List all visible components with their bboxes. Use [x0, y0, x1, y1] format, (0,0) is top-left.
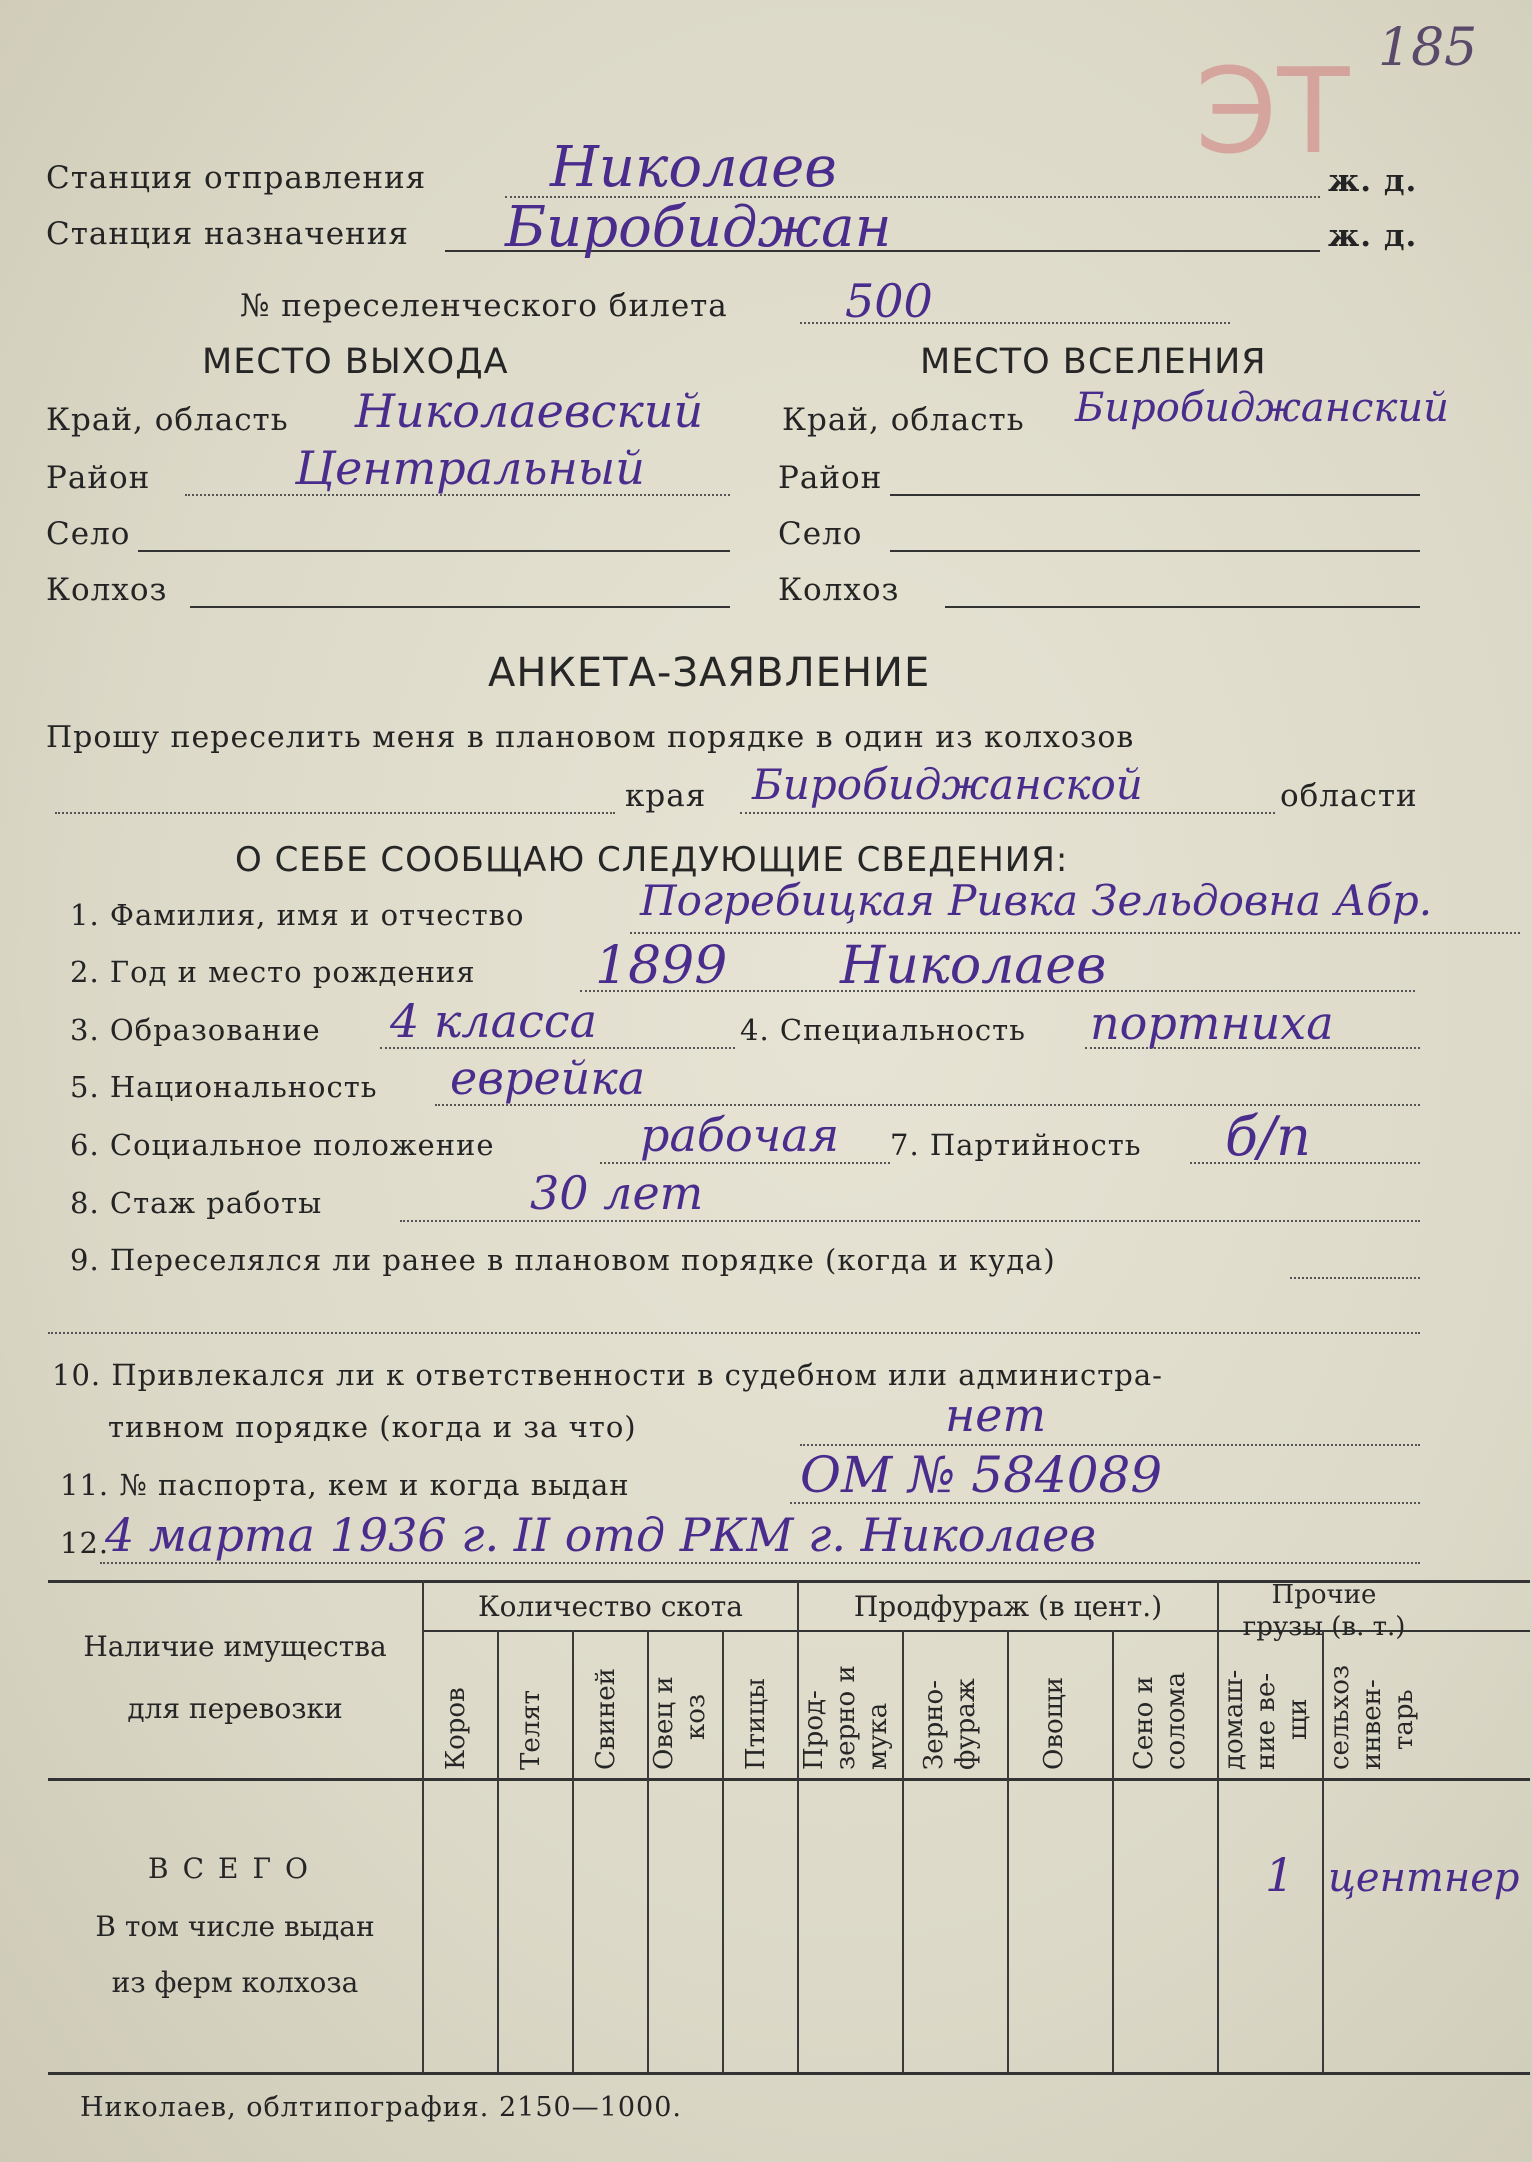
page-number: 185	[1378, 18, 1478, 78]
departure-label: Станция отправления	[46, 160, 427, 196]
col-divider	[1217, 1580, 1219, 2072]
farm-inventory-value: центнер	[1328, 1855, 1520, 1901]
info-title: О СЕБЕ СООБЩАЮ СЛЕДУЮЩИЕ СВЕДЕНИЯ:	[235, 840, 1069, 880]
request-region-value: Биробиджанской	[752, 760, 1143, 809]
kolkhoz-line-left	[190, 606, 730, 608]
region-value-right: Биробиджанский	[1075, 385, 1449, 431]
field-10-label-a: 10. Привлекался ли к ответственности в судебном или администра-	[52, 1358, 1163, 1392]
destination-label: Станция назначения	[46, 216, 409, 252]
field-3-label: 3. Образование	[70, 1013, 321, 1047]
red-stamp-mark: ЭТ	[1195, 42, 1350, 180]
field-2-year: 1899	[595, 936, 728, 996]
included-line-2: из ферм колхоза	[111, 1966, 359, 1999]
district-label-right: Район	[778, 460, 883, 496]
field-5-value: еврейка	[450, 1051, 646, 1105]
col-birds: Птицы	[741, 1678, 771, 1770]
request-line-1: Прошу переселить меня в плановом порядке в один из колхозов	[46, 720, 1135, 755]
col-divider	[722, 1630, 724, 2072]
col-sheep-line-1: Овец и	[649, 1676, 679, 1770]
col-farm-line-1: сельхоз	[1325, 1664, 1355, 1770]
district-line-right	[890, 494, 1420, 496]
home-goods-value: 1	[1265, 1848, 1295, 1902]
ticket-label: № переселенческого билета	[240, 288, 728, 324]
field-4-value: портниха	[1090, 996, 1334, 1050]
col-divider	[497, 1630, 499, 2072]
settle-title: МЕСТО ВСЕЛЕНИЯ	[920, 342, 1267, 382]
field-8-line	[400, 1220, 1420, 1222]
exit-title: МЕСТО ВЫХОДА	[202, 342, 509, 382]
district-value-left: Центральный	[295, 441, 645, 495]
rail-suffix-2: ж. д.	[1328, 218, 1418, 254]
village-label-left: Село	[46, 516, 131, 552]
col-divider	[1112, 1630, 1114, 2072]
col-vegetables: Овощи	[1039, 1676, 1069, 1770]
kolkhoz-line-right	[945, 606, 1420, 608]
footer-imprint: Николаев, облтипография. 2150—1000.	[80, 2092, 682, 2123]
col-farm-line-3: тарь	[1389, 1689, 1419, 1750]
kolkhoz-label-left: Колхоз	[46, 572, 168, 608]
field-12-label: 12.	[60, 1526, 110, 1560]
field-7-label: 7. Партийность	[890, 1128, 1142, 1162]
field-4-label: 4. Специальность	[740, 1013, 1026, 1047]
col-home-line-2: ние ве-	[1251, 1672, 1281, 1770]
col-divider	[797, 1580, 799, 2072]
field-3-value: 4 класса	[390, 994, 598, 1048]
col-hay-line-1: Сено и	[1129, 1676, 1159, 1770]
group-livestock: Количество скота	[478, 1590, 743, 1623]
form-title: АНКЕТА-ЗАЯВЛЕНИЕ	[488, 650, 931, 696]
group-fodder: Продфураж (в цент.)	[853, 1590, 1163, 1623]
field-12-value: 4 марта 1936 г. II отд РКМ г. Николаев	[105, 1508, 1097, 1562]
col-pigs: Свиней	[591, 1668, 621, 1770]
request-blank-line	[55, 812, 615, 814]
destination-value: Биробиджан	[505, 195, 892, 260]
group-other-line-1: Прочие	[1271, 1580, 1377, 1610]
col-hay-line-2: солома	[1161, 1671, 1191, 1770]
col-sheep-line-2: коз	[681, 1693, 711, 1740]
col-forage-line-1: Зерно-	[919, 1680, 949, 1770]
field-5-label: 5. Национальность	[70, 1070, 378, 1104]
request-kraya: края	[625, 778, 707, 814]
field-9-line-a	[1290, 1277, 1420, 1279]
field-10-label-b: тивном порядке (когда и за что)	[108, 1410, 637, 1444]
rail-suffix-1: ж. д.	[1328, 163, 1418, 199]
region-label-right: Край, область	[782, 402, 1025, 438]
total-label: ВСЕГО	[148, 1852, 322, 1885]
col-grain-line-3: мука	[863, 1702, 893, 1770]
field-6-label: 6. Социальное положение	[70, 1128, 495, 1162]
col-calves: Телят	[516, 1689, 546, 1770]
field-1-value: Погребицкая Ривка Зельдовна Абр.	[640, 876, 1433, 925]
col-grain-line-2: зерно и	[831, 1665, 861, 1770]
field-9-label: 9. Переселялся ли ранее в плановом порядке (когда и куда)	[70, 1243, 1056, 1277]
col-home-line-3: щи	[1283, 1698, 1313, 1740]
included-line-1: В том числе выдан	[95, 1910, 375, 1943]
field-6-line	[600, 1162, 890, 1164]
col-farm-line-2: инвен-	[1357, 1679, 1387, 1770]
col-cows: Коров	[441, 1687, 471, 1770]
ticket-value: 500	[845, 274, 933, 328]
field-1-line	[630, 932, 1520, 934]
district-label-left: Район	[46, 460, 151, 496]
village-line-left	[138, 550, 730, 552]
village-label-right: Село	[778, 516, 863, 552]
field-7-value: б/п	[1225, 1105, 1311, 1168]
field-6-value: рабочая	[640, 1108, 840, 1162]
table-header-border	[48, 1778, 1530, 1781]
field-11-value: ОМ № 584089	[800, 1446, 1163, 1504]
departure-value: Николаев	[550, 135, 837, 200]
col-divider	[572, 1630, 574, 2072]
col-divider	[422, 1580, 424, 2072]
col-forage-line-2: фураж	[951, 1678, 981, 1770]
col-divider	[1007, 1630, 1009, 2072]
field-11-label: 11. № паспорта, кем и когда выдан	[60, 1468, 630, 1502]
row-header-line-2: для перевозки	[127, 1692, 343, 1725]
col-grain-line-1: Прод-	[799, 1690, 829, 1770]
field-12-line	[100, 1562, 1420, 1564]
field-2-place: Николаев	[840, 936, 1107, 996]
group-other-line-2: грузы (в. т.)	[1242, 1612, 1406, 1642]
field-8-label: 8. Стаж работы	[70, 1186, 323, 1220]
field-10-value: нет	[945, 1388, 1047, 1442]
col-home-line-1: домаш-	[1219, 1669, 1249, 1770]
field-1-label: 1. Фамилия, имя и отчество	[70, 898, 525, 932]
field-8-value: 30 лет	[530, 1166, 704, 1220]
region-value-left: Николаевский	[355, 384, 704, 438]
col-divider	[1322, 1630, 1324, 2072]
village-line-right	[890, 550, 1420, 552]
region-label-left: Край, область	[46, 402, 289, 438]
row-header-line-1: Наличие имущества	[83, 1630, 387, 1663]
table-bottom-border	[48, 2072, 1530, 2075]
kolkhoz-label-right: Колхоз	[778, 572, 900, 608]
request-region-line	[740, 812, 1275, 814]
col-divider	[902, 1630, 904, 2072]
field-2-label: 2. Год и место рождения	[70, 955, 476, 989]
field-9-line-b	[48, 1332, 1420, 1334]
request-oblasti: области	[1280, 778, 1418, 814]
